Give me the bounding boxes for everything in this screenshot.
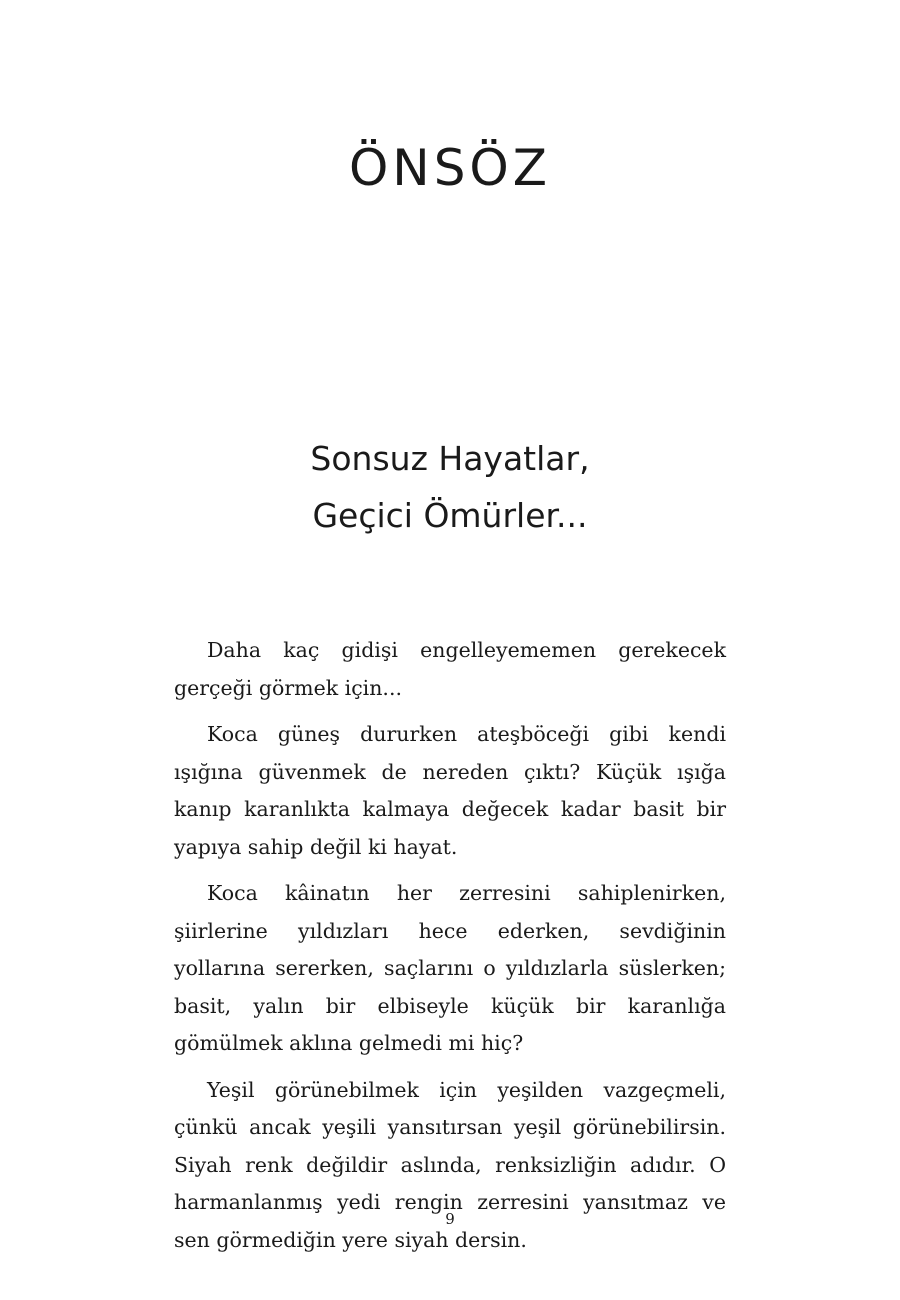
page-number: 9 (445, 1210, 455, 1228)
page-title: ÖNSÖZ (348, 139, 552, 197)
paragraph: Koca güneş dururken ateşböceği gibi kendi ışığına güvenmek de nereden çıktı? Küçük ışığa kanıp karanlıkta kalmaya değecek kadar basit bir yapıya sahip değil ki hayat. (174, 722, 726, 859)
subtitle-line: Geçici Ömürler... (312, 496, 588, 535)
section-subtitle (0, 430, 900, 544)
paragraph: Koca kâinatın her zerresini sahiplenirken, şiirlerine yıldızları hece ederken, sevdiğinin yollarına sererken, saçlarını o yıldızlarla süslerken; basit, yalın bir elbiseyle küçük bir karanlığa gömülmek aklına gelmedi mi hiç? (174, 881, 726, 1055)
paragraph: Yeşil görünebilmek için yeşilden vazgeçmeli, çünkü ancak yeşili yansıtırsan yeşil görünebilirsin. Siyah renk değildir aslında, renksizliğin adıdır. O harmanlanmış yedi rengin zerresini yansıtmaz ve sen görmediğin yere siyah dersin. (174, 1077, 726, 1252)
body-text (174, 632, 726, 1268)
subtitle-line: Sonsuz Hayatlar, (310, 439, 590, 478)
paragraph: Daha kaç gidişi engelleyememen gerekecek gerçeği görmek için... (174, 638, 726, 700)
